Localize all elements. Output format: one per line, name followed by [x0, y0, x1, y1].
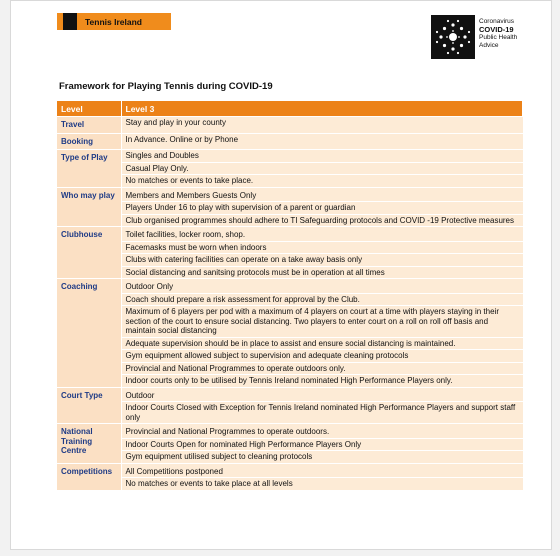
row-label: Coaching [57, 279, 121, 388]
header-level-3: Level 3 [121, 101, 523, 117]
row-items [121, 150, 523, 188]
list-item: Provincial and National Programmes to operate outdoors only. [122, 362, 523, 375]
table-row [57, 117, 523, 134]
tennis-ireland-logo [57, 13, 171, 30]
covid-line-1: Coronavirus [479, 18, 515, 25]
list-item: No matches or events to take place at all levels [122, 477, 523, 490]
row-items [121, 387, 523, 424]
covid-line-2: COVID-19 [479, 25, 514, 34]
table-row [57, 187, 523, 227]
list-item: Adequate supervision should be in place to assist and ensure social distancing is maintained. [122, 337, 523, 350]
list-item: Outdoor Only [125, 282, 174, 291]
list-item: All Competitions postponed [125, 466, 223, 476]
header-level: Level [57, 101, 121, 117]
brand-name: Tennis Ireland [85, 16, 142, 27]
list-item: Indoor Courts Open for nominated High Performance Players Only [122, 438, 523, 451]
framework-table [57, 101, 523, 490]
list-item: Members and Members Guests Only [125, 190, 257, 200]
row-label: Who may play [57, 187, 121, 227]
row-items [121, 117, 523, 134]
table-row [57, 150, 523, 188]
row-items [121, 187, 523, 227]
list-item: Indoor courts only to be utilised by Tennis Ireland nominated High Performance Players only. [122, 374, 523, 387]
list-item: Facemasks must be worn when indoors [122, 241, 523, 254]
row-items [121, 133, 523, 150]
covid-line-3: Public Health [479, 34, 518, 41]
list-item: Club organised programmes should adhere to TI Safeguarding protocols and COVID -19 Protective measures [122, 214, 523, 227]
document-page [10, 0, 552, 550]
table-header-row [57, 101, 523, 117]
row-items [121, 463, 523, 490]
table-row [57, 133, 523, 150]
list-item: Singles and Doubles [125, 151, 199, 160]
list-item: Coach should prepare a risk assessment for approval by the Club. [122, 293, 523, 306]
table-row [57, 279, 523, 388]
row-label: National Training Centre [57, 424, 121, 464]
row-items [121, 424, 523, 464]
row-label: Type of Play [57, 150, 121, 188]
row-items [121, 227, 523, 279]
row-label: Clubhouse [57, 227, 121, 279]
row-label: Booking [57, 133, 121, 150]
table-row [57, 387, 523, 424]
row-label: Court Type [57, 387, 121, 424]
list-item: Indoor Courts Closed with Exception for Tennis Ireland nominated High Performance Players and support staff only [122, 401, 523, 423]
table-row [57, 227, 523, 279]
table-row [57, 463, 523, 490]
list-item: No matches or events to take place. [122, 174, 523, 187]
list-item: Social distancing and sanitsing protocols must be in operation at all times [122, 266, 523, 279]
list-item: In Advance. Online or by Phone [125, 134, 239, 144]
list-item: Gym equipment utilised subject to cleaning protocols [122, 450, 523, 463]
list-item: Outdoor [125, 390, 155, 400]
list-item: Players Under 16 to play with supervision of a parent or guardian [122, 201, 523, 214]
list-item: Provincial and National Programmes to operate outdoors. [125, 427, 330, 436]
list-item: Clubs with catering facilities can operate on a take away basis only [122, 253, 523, 266]
covid-advice-text [479, 18, 517, 50]
coronavirus-icon [431, 15, 475, 59]
list-item: Gym equipment allowed subject to supervision and adequate cleaning protocols [122, 349, 523, 362]
row-label: Competitions [57, 463, 121, 490]
covid-line-4: Advice [479, 42, 499, 49]
row-label: Travel [57, 117, 121, 134]
row-items [121, 279, 523, 388]
list-item: Toilet facilities, locker room, shop. [125, 230, 246, 239]
logo-mark [63, 13, 77, 30]
list-item: Casual Play Only. [122, 162, 523, 175]
list-item: Stay and play in your county [125, 118, 227, 127]
list-item: Maximum of 6 players per pod with a maximum of 4 players on court at a time with players staying in their section of the court to ensure social distancing. Two players to enter court on a roll on roll off basis and maintain social distancing [122, 305, 523, 337]
document-title: Framework for Playing Tennis during COVID-19 [59, 81, 273, 92]
table-row [57, 424, 523, 464]
